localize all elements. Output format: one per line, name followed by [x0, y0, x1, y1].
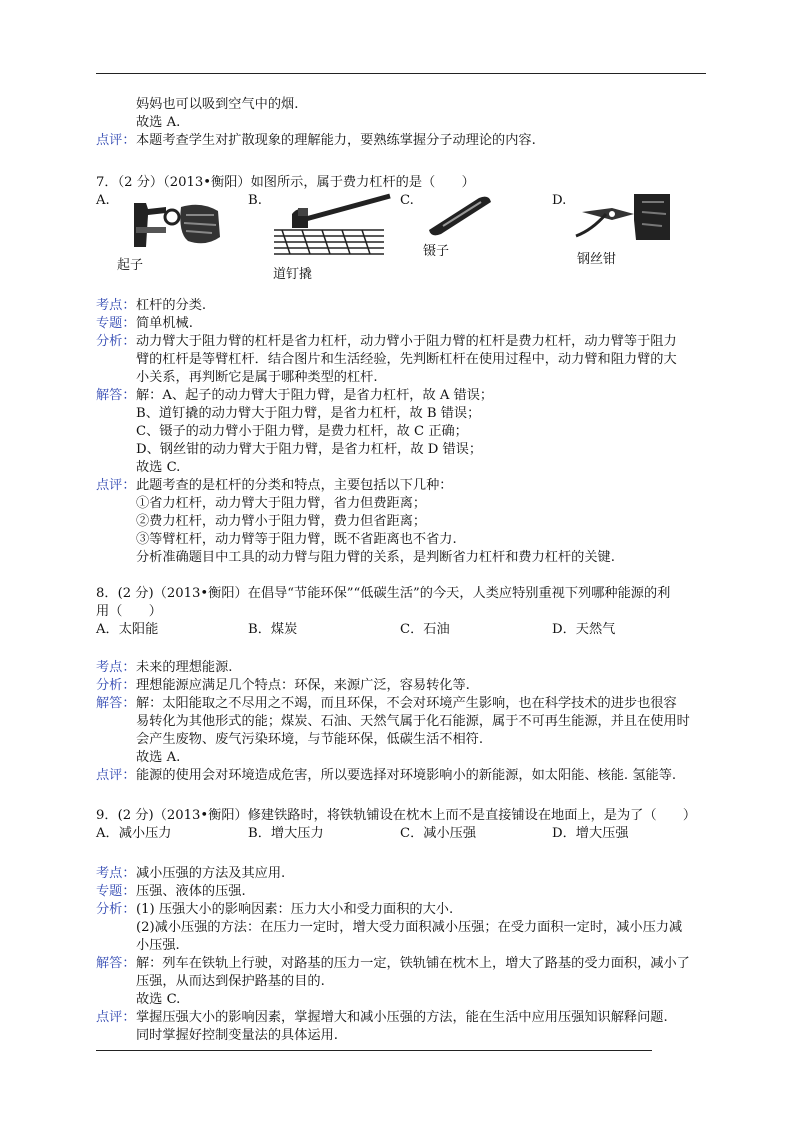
q7-zhuanti: 简单机械. — [136, 316, 193, 331]
q9-kaodian: 减小压强的方法及其应用. — [136, 866, 286, 881]
spike-bar-image — [272, 192, 392, 262]
prev-comment-label: 点评： — [96, 133, 136, 148]
q9-jieda-label: 解答： — [96, 956, 136, 971]
q9-fenxi-2: (2)减小压强的方法：在压力一定时，增大受力面积减小压强；在受力面积一定时，减小压力减 — [136, 920, 683, 935]
q9-jieda-1: 解：列车在铁轨上行驶，对路基的压力一定，铁轨铺在枕木上，增大了路基的受力面积，减小了 — [136, 956, 690, 971]
bottle-opener-image — [126, 197, 226, 255]
q7-jieda-1: 解：A、起子的动力臂大于阻力臂，是省力杠杆，故 A 错误； — [136, 388, 494, 403]
q7-dianping-3: ②费力杠杆，动力臂小于阻力臂，费力但省距离； — [136, 514, 427, 529]
q7-fenxi-1: 动力臂大于阻力臂的杠杆是省力杠杆，动力臂小于阻力臂的杠杆是费力杠杆，动力臂等于阻力 — [136, 334, 677, 349]
q7-jieda-4: D、钢丝钳的动力臂大于阻力臂，是省力杠杆，故 D 错误； — [136, 442, 483, 457]
q9-jieda-3: 故选 C. — [136, 992, 181, 1007]
q7-kaodian-label: 考点： — [96, 298, 136, 313]
q8-option-a: A．太阳能 — [96, 622, 159, 637]
q8-jieda-3: 会产生废物、废气污染环境，与节能环保，低碳生活不相符. — [136, 732, 484, 747]
q7-jieda-label: 解答： — [96, 388, 136, 403]
caption-d: 钢丝钳 — [577, 252, 617, 267]
caption-c: 镊子 — [423, 244, 450, 259]
q7-jieda-5: 故选 C. — [136, 460, 181, 475]
q7-option-b: B. — [248, 193, 262, 208]
prev-line-1: 妈妈也可以吸到空气中的烟. — [136, 97, 299, 112]
q9-option-d: D．增大压强 — [552, 826, 629, 841]
q9-option-a: A．减小压力 — [96, 826, 172, 841]
q7-fenxi-label: 分析： — [96, 334, 136, 349]
q8-jieda-label: 解答： — [96, 696, 136, 711]
q8-option-c: C．石油 — [400, 622, 450, 637]
q7-dianping-2: ①省力杠杆，动力臂大于阻力臂，省力但费距离； — [136, 496, 427, 511]
q9-option-c: C．减小压强 — [400, 826, 477, 841]
q8-fenxi-label: 分析： — [96, 678, 136, 693]
q9-dianping-label: 点评： — [96, 1010, 136, 1025]
q8-stem-2: 用（ ） — [96, 604, 162, 619]
q9-fenxi-3: 小压强. — [136, 938, 180, 953]
q8-stem-1: 8．(2 分)（2013•衡阳）在倡导“节能环保”“低碳生活”的今天，人类应特别重视下列哪种能源的利 — [96, 586, 671, 601]
q7-stem: 7．（2 分）（2013•衡阳）如图所示，属于费力杠杆的是（ ） — [96, 175, 475, 190]
q8-jieda-4: 故选 A. — [136, 750, 181, 765]
q7-dianping-4: ③等臂杠杆，动力臂等于阻力臂，既不省距离也不省力. — [136, 532, 457, 547]
q7-dianping-label: 点评： — [96, 478, 136, 493]
q8-kaodian: 未来的理想能源. — [136, 660, 233, 675]
q9-stem: 9．(2 分)（2013•衡阳）修建铁路时，将铁轨铺设在枕木上而不是直接铺设在地面上，是为了（ ） — [96, 808, 697, 823]
q8-jieda-1: 解：太阳能取之不尽用之不竭，而且环保，不会对环境产生影响，也在科学技术的进步也很容 — [136, 696, 677, 711]
q9-jieda-2: 压强，从而达到保护路基的目的. — [136, 974, 325, 989]
prev-comment: 本题考查学生对扩散现象的理解能力，要熟练掌握分子动理论的内容. — [136, 133, 536, 148]
q8-option-b: B．煤炭 — [248, 622, 298, 637]
q9-zhuanti-label: 专题： — [96, 884, 136, 899]
q9-dianping-1: 掌握压强大小的影响因素，掌握增大和减小压强的方法，能在生活中应用压强知识解释问题. — [136, 1010, 668, 1025]
caption-b: 道钉撬 — [273, 267, 313, 282]
pliers-image — [572, 190, 674, 244]
caption-a: 起子 — [117, 258, 144, 273]
top-rule — [96, 73, 706, 74]
q7-dianping-1: 此题考查的是杠杆的分类和特点，主要包括以下几种： — [136, 478, 453, 493]
q7-jieda-3: C、镊子的动力臂小于阻力臂，是费力杠杆，故 C 正确； — [136, 424, 468, 439]
q7-dianping-5: 分析准确题目中工具的动力臂与阻力臂的关系，是判断省力杠杆和费力杠杆的关键. — [136, 550, 615, 565]
prev-line-2: 故选 A. — [136, 115, 181, 130]
q9-dianping-2: 同时掌握好控制变量法的具体运用. — [136, 1028, 339, 1043]
q7-jieda-2: B、道钉撬的动力臂大于阻力臂，是省力杠杆，故 B 错误； — [136, 406, 481, 421]
tweezers-image — [423, 192, 495, 238]
bottom-rule — [96, 1050, 652, 1051]
q9-fenxi-label: 分析： — [96, 902, 136, 917]
q9-zhuanti: 压强、液体的压强. — [136, 884, 246, 899]
q7-option-a: A. — [96, 193, 110, 208]
q8-option-d: D．天然气 — [552, 622, 616, 637]
q7-option-d: D. — [552, 193, 567, 208]
q9-fenxi-1: (1) 压强大小的影响因素：压力大小和受力面积的大小. — [136, 902, 454, 917]
q7-fenxi-2: 臂的杠杆是等臂杠杆．结合图片和生活经验，先判断杠杆在使用过程中，动力臂和阻力臂的大 — [136, 352, 677, 367]
q7-fenxi-3: 小关系，再判断它是属于哪种类型的杠杆. — [136, 370, 378, 385]
q8-fenxi: 理想能源应满足几个特点：环保，来源广泛，容易转化等. — [136, 678, 470, 693]
q8-kaodian-label: 考点： — [96, 660, 136, 675]
q7-kaodian: 杠杆的分类. — [136, 298, 207, 313]
q7-zhuanti-label: 专题： — [96, 316, 136, 331]
q8-jieda-2: 易转化为其他形式的能；煤炭、石油、天然气属于化石能源，属于不可再生能源，并且在使用时 — [136, 714, 690, 729]
q9-kaodian-label: 考点： — [96, 866, 136, 881]
q8-dianping-label: 点评： — [96, 768, 136, 783]
q7-option-c: C. — [400, 193, 414, 208]
q8-dianping: 能源的使用会对环境造成危害，所以要选择对环境影响小的新能源，如太阳能、核能. 氢能等. — [136, 768, 677, 783]
q9-option-b: B．增大压力 — [248, 826, 324, 841]
